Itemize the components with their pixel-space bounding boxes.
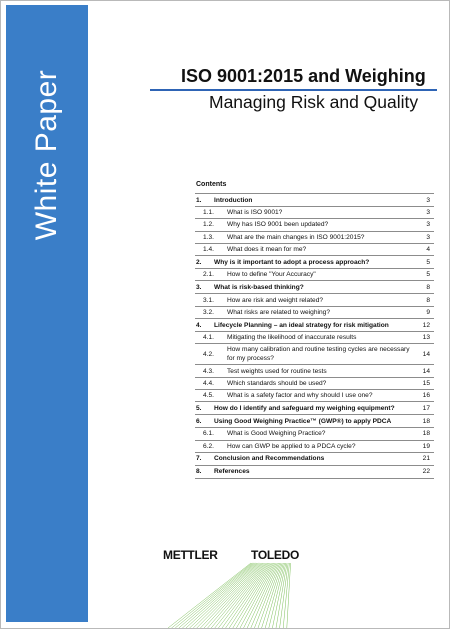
toc-page-number: 19 (422, 442, 430, 450)
toc-page-number: 18 (422, 417, 430, 425)
toc-section-row (195, 319, 434, 332)
toc-section-row (195, 466, 434, 479)
toc-number: 4.1. (203, 334, 214, 342)
table-of-contents (195, 193, 434, 479)
toc-title: Why is it important to adopt a process approach? (214, 258, 370, 266)
toc-number: 4.4. (203, 379, 214, 387)
document-title: ISO 9001:2015 and Weighing (181, 66, 426, 86)
toc-subsection-row (195, 441, 434, 453)
toc-title: Conclusion and Recommendations (214, 455, 325, 463)
toc-section-row (195, 453, 434, 466)
toc-section-row (195, 402, 434, 415)
toc-page-number: 4 (426, 246, 430, 254)
sidebar-band (6, 5, 88, 622)
logo-line (204, 563, 263, 628)
toc-title: How do I identify and safeguard my weighing equipment? (214, 404, 395, 412)
toc-number: 1.2. (203, 221, 214, 229)
logo-text-left: METTLER (163, 548, 218, 562)
toc-title: Why has ISO 9001 been updated? (227, 221, 329, 229)
toc-title: How to define "Your Accuracy" (227, 271, 316, 279)
toc-number: 6.2. (203, 442, 214, 450)
toc-title: Which standards should be used? (227, 379, 327, 387)
toc-subsection-row (195, 307, 434, 319)
toc-page-number: 14 (422, 367, 430, 375)
toc-number: 6. (196, 417, 202, 425)
toc-subsection-row (195, 294, 434, 306)
logo-line (193, 563, 259, 628)
toc-page-number: 22 (422, 468, 430, 476)
toc-subsection-row (195, 332, 434, 344)
toc-number: 3. (196, 283, 202, 291)
toc-title: How can GWP be applied to a PDCA cycle? (227, 442, 356, 450)
toc-number: 4. (196, 321, 202, 329)
toc-page-number: 13 (422, 334, 430, 342)
toc-title: What is risk-based thinking? (214, 283, 304, 291)
toc-number: 7. (196, 455, 202, 463)
document-subtitle: Managing Risk and Quality (209, 92, 419, 112)
toc-subsection-row (195, 378, 434, 390)
toc-page-number: 18 (422, 430, 430, 438)
toc-number: 5. (196, 404, 202, 412)
logo-line (229, 563, 271, 628)
toc-title: How many calibration and routine testing cycles are necessary for my process? (227, 346, 410, 363)
toc-page-number: 8 (426, 296, 430, 304)
toc-page-number: 3 (426, 209, 430, 217)
toc-section-row (195, 281, 434, 294)
toc-number: 1.3. (203, 233, 214, 241)
toc-page-number: 3 (426, 221, 430, 229)
toc-page-number: 9 (426, 308, 430, 316)
toc-title: Introduction (214, 196, 253, 204)
logo-line (197, 563, 261, 628)
toc-title: Lifecycle Planning – an ideal strategy for risk mitigation (214, 321, 389, 329)
toc-page-number: 5 (426, 271, 430, 279)
toc-page-number: 14 (422, 350, 430, 358)
toc-page-number: 21 (422, 455, 430, 463)
logo-line (247, 563, 277, 628)
toc-number: 4.5. (203, 392, 214, 400)
toc-title: Test weights used for routine tests (227, 367, 327, 375)
toc-number: 4.2. (203, 350, 214, 358)
toc-page-number: 15 (422, 379, 430, 387)
logo-line (254, 563, 279, 628)
toc-number: 2. (196, 258, 202, 266)
toc-title: What risks are related to weighing? (227, 308, 330, 316)
toc-number: 3.2. (203, 308, 214, 316)
toc-title: What is a safety factor and why should I use one? (227, 392, 373, 400)
toc-number: 6.1. (203, 430, 214, 438)
toc-title: What are the main changes in ISO 9001:2015? (227, 233, 365, 241)
toc-subsection-row (195, 428, 434, 440)
logo-line (175, 563, 253, 628)
toc-title: What does it mean for me? (227, 246, 307, 254)
logo-line (215, 563, 267, 628)
toc-page-number: 12 (422, 321, 430, 329)
toc-title: How are risk and weight related? (227, 296, 324, 304)
logo-line (186, 563, 257, 628)
logo-line (172, 563, 253, 628)
toc-title: Mitigating the likelihood of inaccurate results (227, 334, 357, 342)
toc-page-number: 17 (422, 404, 430, 412)
toc-title: What is ISO 9001? (227, 209, 283, 217)
toc-subsection-row (195, 232, 434, 244)
toc-subsection-row (195, 390, 434, 402)
toc-section-row (195, 415, 434, 428)
toc-title: References (214, 468, 250, 476)
sidebar-label: White Paper (30, 69, 63, 241)
toc-page-number: 3 (426, 233, 430, 241)
toc-title: What is Good Weighing Practice? (227, 430, 326, 438)
toc-subsection-row (195, 244, 434, 256)
logo-line (208, 563, 265, 628)
toc-number: 1.1. (203, 209, 214, 217)
toc-number: 1. (196, 196, 202, 204)
toc-subsection-row (195, 219, 434, 231)
toc-page-number: 8 (426, 283, 430, 291)
toc-page-number: 16 (422, 392, 430, 400)
toc-page-number: 5 (426, 258, 430, 266)
toc-section-row (195, 193, 434, 207)
toc-subsection-row (195, 344, 434, 365)
toc-number: 8. (196, 468, 202, 476)
toc-number: 3.1. (203, 296, 214, 304)
toc-subsection-row (195, 365, 434, 377)
toc-subsection-row (195, 269, 434, 281)
toc-heading: Contents (196, 181, 227, 188)
toc-number: 2.1. (203, 271, 214, 279)
mettler-toledo-logo (163, 548, 303, 628)
toc-title: Using Good Weighing Practice™ (GWP®) to apply PDCA (214, 417, 392, 425)
toc-section-row (195, 256, 434, 269)
title-rule (150, 89, 437, 91)
logo-text-right: TOLEDO (251, 548, 299, 562)
toc-subsection-row (195, 207, 434, 219)
toc-page-number: 3 (426, 196, 430, 204)
toc-number: 1.4. (203, 246, 214, 254)
toc-number: 4.3. (203, 367, 214, 375)
logo-line-pattern (163, 558, 303, 628)
